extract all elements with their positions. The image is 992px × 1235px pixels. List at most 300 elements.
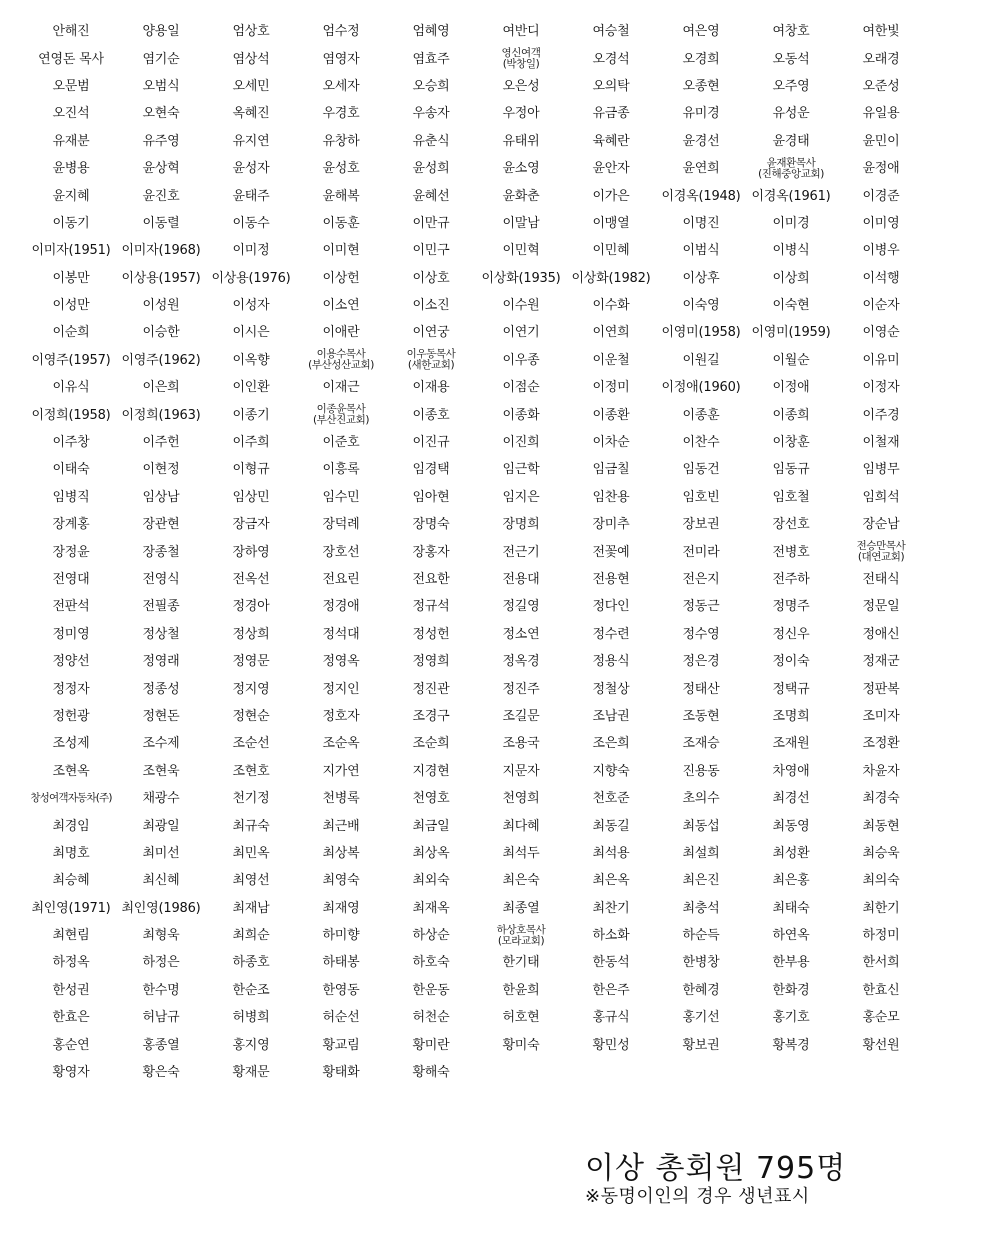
member-name: 정이숙 bbox=[772, 654, 810, 670]
member-name: 진용동 bbox=[682, 763, 720, 779]
name-row bbox=[26, 319, 926, 346]
member-name: 엄혜영 bbox=[412, 24, 450, 40]
member-name: 조용국 bbox=[502, 736, 540, 752]
member-name: 오진석 bbox=[52, 106, 90, 122]
member-name: 전주하 bbox=[772, 572, 810, 587]
member-name: 정판복 bbox=[862, 681, 900, 697]
member-name: 최은홍 bbox=[772, 873, 810, 889]
member-name: 이우종 bbox=[502, 352, 540, 368]
member-name: 황태화 bbox=[322, 1065, 360, 1081]
member-name: 황영자 bbox=[52, 1065, 90, 1081]
member-name: 최재영 bbox=[322, 900, 360, 916]
name-row bbox=[26, 977, 926, 1004]
member-name: 최영선 bbox=[232, 873, 270, 889]
member-name: 전요한 bbox=[412, 572, 450, 587]
member-name: 이성만 bbox=[52, 298, 90, 314]
member-name: 우정아 bbox=[502, 106, 540, 122]
member-name: 이정미 bbox=[592, 380, 630, 396]
member-name: 이점순 bbox=[502, 380, 540, 396]
member-name: 옥혜진 bbox=[232, 106, 270, 122]
name-row bbox=[26, 758, 926, 785]
member-name: 여은영 bbox=[682, 24, 720, 40]
member-name: 최종열 bbox=[502, 900, 540, 916]
member-name: 유태위 bbox=[502, 133, 540, 149]
member-name: 정명주 bbox=[772, 599, 810, 615]
member-name: 이재용 bbox=[412, 380, 450, 396]
member-name: 최금일 bbox=[412, 818, 450, 834]
member-name: 허남규 bbox=[142, 1010, 180, 1026]
name-row bbox=[26, 538, 926, 565]
member-name: 조재승 bbox=[682, 736, 720, 752]
member-name: 이진규 bbox=[412, 435, 450, 451]
member-name: 이동훈 bbox=[322, 215, 360, 231]
member-name: 정용식 bbox=[592, 654, 630, 670]
name-row bbox=[26, 347, 926, 374]
member-name: 이정자 bbox=[862, 380, 900, 396]
member-name: 한운동 bbox=[412, 982, 450, 998]
member-name: 유춘식 bbox=[412, 133, 450, 149]
member-name: 천병록 bbox=[322, 791, 360, 807]
member-name: 최재옥 bbox=[412, 900, 450, 916]
member-name: 지향숙 bbox=[592, 763, 630, 779]
member-name: 오주영 bbox=[772, 78, 810, 94]
member-name: 최은옥 bbox=[592, 873, 630, 889]
member-name: 오범식 bbox=[142, 78, 180, 94]
member-name: 장하영 bbox=[232, 544, 270, 560]
member-name: 염기순 bbox=[142, 51, 180, 67]
member-name: 임지은 bbox=[502, 489, 540, 505]
member-name: 홍순연 bbox=[52, 1037, 90, 1053]
member-name: 한화경 bbox=[772, 982, 810, 998]
member-name: 홍기호 bbox=[772, 1010, 810, 1026]
member-name: 이태숙 bbox=[52, 462, 90, 478]
member-name: 한서희 bbox=[862, 955, 900, 971]
member-name: 최성환 bbox=[772, 845, 810, 861]
member-name: 전요린 bbox=[322, 572, 360, 587]
member-name: 최한기 bbox=[862, 900, 900, 916]
member-name: 연영돈 목사 bbox=[38, 51, 104, 67]
member-name: 임아현 bbox=[412, 489, 450, 505]
member-name: 천기정 bbox=[232, 791, 270, 807]
name-row bbox=[26, 292, 926, 319]
member-name: 윤성자 bbox=[232, 161, 270, 177]
member-name: 지문자 bbox=[502, 763, 540, 779]
member-name: 임상민 bbox=[232, 489, 270, 505]
member-name: 장홍자 bbox=[412, 544, 450, 560]
member-name: 전근기 bbox=[502, 544, 540, 560]
member-name: 이경준 bbox=[862, 188, 900, 204]
member-name: 최광일 bbox=[142, 818, 180, 834]
member-name: 이가은 bbox=[592, 188, 630, 204]
member-name: 정동근 bbox=[682, 599, 720, 615]
member-name: 한부용 bbox=[772, 955, 810, 971]
member-name: 최상옥 bbox=[412, 845, 450, 861]
member-name: 이상용(1957) bbox=[121, 270, 201, 286]
member-name: 이종훈 bbox=[682, 407, 720, 423]
member-name: 이연희 bbox=[592, 325, 630, 341]
member-name: 임동규 bbox=[772, 462, 810, 478]
name-row bbox=[26, 867, 926, 894]
member-name: 한기태 bbox=[502, 955, 540, 971]
name-row bbox=[26, 648, 926, 675]
name-row bbox=[26, 155, 926, 182]
member-name: 조순희 bbox=[412, 736, 450, 752]
member-name: 조은희 bbox=[592, 736, 630, 752]
member-name: 한효신 bbox=[862, 982, 900, 998]
member-name: 조명희 bbox=[772, 708, 810, 724]
member-name: 채광수 bbox=[142, 791, 180, 807]
member-name: 최상복 bbox=[322, 845, 360, 861]
member-name: 이민혜 bbox=[592, 243, 630, 259]
member-name: 최승욱 bbox=[862, 845, 900, 861]
member-name: 황해숙 bbox=[412, 1065, 450, 1081]
member-name: 정상희 bbox=[232, 626, 270, 642]
name-row bbox=[26, 484, 926, 511]
member-name: 정성헌 bbox=[412, 626, 450, 642]
member-name: 최동영 bbox=[772, 818, 810, 834]
member-name: 한수명 bbox=[142, 982, 180, 998]
member-name: 최의숙 bbox=[862, 873, 900, 889]
member-name: 정진관 bbox=[412, 681, 450, 697]
member-name: 오종현 bbox=[682, 78, 720, 94]
member-name: 천호준 bbox=[592, 791, 630, 807]
member-name: 최외숙 bbox=[412, 873, 450, 889]
member-name: 전필종 bbox=[142, 599, 180, 615]
member-name: 최인영(1971) bbox=[31, 900, 111, 916]
member-name: 허호현 bbox=[502, 1010, 540, 1026]
member-name: 정호자 bbox=[322, 708, 360, 724]
member-name: 하미향 bbox=[322, 928, 360, 944]
member-name: 전판석 bbox=[52, 599, 90, 615]
member-name: 이영미(1958) bbox=[661, 325, 741, 341]
member-name: 전태식 bbox=[862, 572, 900, 587]
member-name: 양용일 bbox=[142, 24, 180, 40]
member-name: 이성원 bbox=[142, 298, 180, 314]
member-name: 이만규 bbox=[412, 215, 450, 231]
member-name: 정영래 bbox=[142, 654, 180, 670]
member-name: 유창하 bbox=[322, 133, 360, 149]
member-name: 이승한 bbox=[142, 325, 180, 341]
member-name: 한윤희 bbox=[502, 982, 540, 998]
member-name: 임경택 bbox=[412, 462, 450, 478]
member-name: 여반디 bbox=[502, 24, 540, 40]
name-row bbox=[26, 401, 926, 428]
member-name: 이미자(1968) bbox=[121, 243, 201, 259]
member-name: 최인영(1986) bbox=[121, 900, 201, 916]
member-name: 이상화(1982) bbox=[571, 270, 651, 286]
member-name: 정지영 bbox=[232, 681, 270, 697]
member-name: 윤상혁 bbox=[142, 161, 180, 177]
member-name: 이우동목사 (새한교회) bbox=[406, 348, 456, 372]
name-row bbox=[26, 895, 926, 922]
member-name: 허천순 bbox=[412, 1010, 450, 1026]
member-name: 이주창 bbox=[52, 435, 90, 451]
member-name: 정문일 bbox=[862, 599, 900, 615]
member-name: 이연기 bbox=[502, 325, 540, 341]
name-row bbox=[26, 812, 926, 839]
member-name: 전용대 bbox=[502, 572, 540, 587]
member-name: 윤성희 bbox=[412, 161, 450, 177]
member-name: 장계홍 bbox=[52, 517, 90, 533]
member-name: 이형규 bbox=[232, 462, 270, 478]
member-name: 이재근 bbox=[322, 380, 360, 396]
member-name: 오문범 bbox=[52, 78, 90, 94]
member-name: 이상희 bbox=[772, 270, 810, 286]
name-row bbox=[26, 675, 926, 702]
member-name: 윤경태 bbox=[772, 133, 810, 149]
member-name: 최희순 bbox=[232, 928, 270, 944]
member-name: 홍종열 bbox=[142, 1037, 180, 1053]
member-name: 이영주(1962) bbox=[121, 352, 201, 368]
member-name: 천영호 bbox=[412, 791, 450, 807]
member-name: 임금칠 bbox=[592, 462, 630, 478]
member-name: 정현돈 bbox=[142, 708, 180, 724]
name-row bbox=[26, 265, 926, 292]
member-name: 황은숙 bbox=[142, 1065, 180, 1081]
member-name: 조순선 bbox=[232, 736, 270, 752]
member-name: 정택규 bbox=[772, 681, 810, 697]
member-name: 이차순 bbox=[592, 435, 630, 451]
member-name: 허순선 bbox=[322, 1010, 360, 1026]
member-name: 한혜경 bbox=[682, 982, 720, 998]
member-name: 최태숙 bbox=[772, 900, 810, 916]
name-row bbox=[26, 511, 926, 538]
member-name: 유미경 bbox=[682, 106, 720, 122]
member-name: 한성권 bbox=[52, 982, 90, 998]
name-row bbox=[26, 182, 926, 209]
member-name: 최동섭 bbox=[682, 818, 720, 834]
member-name: 장순남 bbox=[862, 517, 900, 533]
member-name: 이월순 bbox=[772, 352, 810, 368]
member-name: 최경숙 bbox=[862, 791, 900, 807]
member-name-grid bbox=[26, 18, 926, 1086]
member-name: 하상호목사 (모라교회) bbox=[496, 923, 546, 947]
member-name: 홍순모 bbox=[862, 1010, 900, 1026]
member-name: 유지연 bbox=[232, 133, 270, 149]
member-name: 임동건 bbox=[682, 462, 720, 478]
member-name: 우송자 bbox=[412, 106, 450, 122]
member-name: 조정환 bbox=[862, 736, 900, 752]
member-name: 정종성 bbox=[142, 681, 180, 697]
member-name: 이주헌 bbox=[142, 435, 180, 451]
member-name: 임병무 bbox=[862, 462, 900, 478]
member-name: 이미정 bbox=[232, 243, 270, 259]
member-name: 임호철 bbox=[772, 489, 810, 505]
member-name: 윤병용 bbox=[52, 161, 90, 177]
member-name: 최석용 bbox=[592, 845, 630, 861]
member-name: 정신우 bbox=[772, 626, 810, 642]
member-name: 전영식 bbox=[142, 572, 180, 587]
total-members-label: 이상 총회원 795명 bbox=[585, 1151, 847, 1186]
member-name: 정재군 bbox=[862, 654, 900, 670]
member-name: 이병식 bbox=[772, 243, 810, 259]
member-name: 허병희 bbox=[232, 1010, 270, 1026]
member-name: 한병창 bbox=[682, 955, 720, 971]
member-name: 이미경 bbox=[772, 215, 810, 231]
member-name: 정수련 bbox=[592, 626, 630, 642]
member-name: 하종호 bbox=[232, 955, 270, 971]
member-name: 최경임 bbox=[52, 818, 90, 834]
member-name: 유일용 bbox=[862, 106, 900, 122]
member-name: 이미자(1951) bbox=[31, 243, 111, 259]
member-name: 윤연희 bbox=[682, 161, 720, 177]
member-name: 이종희 bbox=[772, 407, 810, 423]
name-row bbox=[26, 128, 926, 155]
member-name: 정경아 bbox=[232, 599, 270, 615]
member-name: 임찬용 bbox=[592, 489, 630, 505]
name-row bbox=[26, 100, 926, 127]
member-name: 정현순 bbox=[232, 708, 270, 724]
member-name: 윤혜선 bbox=[412, 188, 450, 204]
member-name: 윤지혜 bbox=[52, 188, 90, 204]
member-name: 장종철 bbox=[142, 544, 180, 560]
member-name: 장명숙 bbox=[412, 517, 450, 533]
member-name: 유성운 bbox=[772, 106, 810, 122]
member-name: 정옥경 bbox=[502, 654, 540, 670]
member-name: 조길문 bbox=[502, 708, 540, 724]
member-name: 최근배 bbox=[322, 818, 360, 834]
member-name: 윤화춘 bbox=[502, 188, 540, 204]
member-name: 최규숙 bbox=[232, 818, 270, 834]
member-name: 이진희 bbox=[502, 435, 540, 451]
member-name: 전용현 bbox=[592, 572, 630, 587]
member-name: 정상철 bbox=[142, 626, 180, 642]
member-name: 염효주 bbox=[412, 51, 450, 67]
member-name: 장보권 bbox=[682, 517, 720, 533]
name-row bbox=[26, 374, 926, 401]
name-row bbox=[26, 210, 926, 237]
member-name: 조미자 bbox=[862, 708, 900, 724]
member-name: 윤소영 bbox=[502, 161, 540, 177]
name-row bbox=[26, 566, 926, 593]
member-name: 오승희 bbox=[412, 78, 450, 94]
member-name: 황미숙 bbox=[502, 1037, 540, 1053]
member-name: 이동수 bbox=[232, 215, 270, 231]
name-row bbox=[26, 1059, 926, 1086]
member-name: 염상석 bbox=[232, 51, 270, 67]
member-name: 오래경 bbox=[862, 51, 900, 67]
member-name: 오의탁 bbox=[592, 78, 630, 94]
name-row bbox=[26, 18, 926, 45]
member-name: 조순옥 bbox=[322, 736, 360, 752]
member-name: 최명호 bbox=[52, 845, 90, 861]
member-name: 하태봉 bbox=[322, 955, 360, 971]
member-name: 정정자 bbox=[52, 681, 90, 697]
member-name: 엄수정 bbox=[322, 24, 360, 40]
name-row bbox=[26, 593, 926, 620]
member-name: 이용수목사 (부산성산교회) bbox=[308, 348, 374, 372]
member-name: 임근학 bbox=[502, 462, 540, 478]
member-name: 홍지영 bbox=[232, 1037, 270, 1053]
member-name: 하호숙 bbox=[412, 955, 450, 971]
member-name: 이병우 bbox=[862, 243, 900, 259]
member-name: 조현옥 bbox=[52, 763, 90, 779]
member-name: 하정은 bbox=[142, 955, 180, 971]
member-name: 이유미 bbox=[862, 352, 900, 368]
member-name: 이정애(1960) bbox=[661, 380, 741, 396]
member-name: 한은주 bbox=[592, 982, 630, 998]
member-name: 최찬기 bbox=[592, 900, 630, 916]
member-name: 오은성 bbox=[502, 78, 540, 94]
member-name: 황선원 bbox=[862, 1037, 900, 1053]
member-name: 이창훈 bbox=[772, 435, 810, 451]
member-name: 최석두 bbox=[502, 845, 540, 861]
member-name: 전꽃예 bbox=[592, 544, 630, 560]
member-name: 여창호 bbox=[772, 24, 810, 40]
name-row bbox=[26, 429, 926, 456]
member-name: 이순희 bbox=[52, 325, 90, 341]
member-name: 한효은 bbox=[52, 1010, 90, 1026]
member-name: 정다인 bbox=[592, 599, 630, 615]
member-name: 하연옥 bbox=[772, 928, 810, 944]
member-name: 최충석 bbox=[682, 900, 720, 916]
member-name: 육혜란 bbox=[592, 133, 630, 149]
name-row bbox=[26, 703, 926, 730]
member-name: 이봉만 bbox=[52, 270, 90, 286]
member-name: 이종환 bbox=[592, 407, 630, 423]
name-row bbox=[26, 621, 926, 648]
member-name: 유금종 bbox=[592, 106, 630, 122]
member-name: 오현숙 bbox=[142, 106, 180, 122]
member-name: 유주영 bbox=[142, 133, 180, 149]
member-name: 정영문 bbox=[232, 654, 270, 670]
member-name: 조재원 bbox=[772, 736, 810, 752]
member-name: 이종윤목사 (부산진교회) bbox=[312, 403, 370, 427]
member-name: 영신여객 (박창일) bbox=[501, 47, 541, 71]
member-name: 정영희 bbox=[412, 654, 450, 670]
member-name: 이동렬 bbox=[142, 215, 180, 231]
member-name: 이수화 bbox=[592, 298, 630, 314]
member-name: 전은지 bbox=[682, 572, 720, 587]
member-name: 최영숙 bbox=[322, 873, 360, 889]
name-row bbox=[26, 1004, 926, 1031]
member-name: 이정애 bbox=[772, 380, 810, 396]
member-name: 장금자 bbox=[232, 517, 270, 533]
member-name: 최민옥 bbox=[232, 845, 270, 861]
member-name: 이수원 bbox=[502, 298, 540, 314]
member-name: 정길영 bbox=[502, 599, 540, 615]
name-row bbox=[26, 730, 926, 757]
member-name: 조현호 bbox=[232, 763, 270, 779]
member-name: 이정희(1958) bbox=[31, 407, 111, 423]
member-name: 장명희 bbox=[502, 517, 540, 533]
member-name: 최재남 bbox=[232, 900, 270, 916]
member-name: 이종기 bbox=[232, 407, 270, 423]
member-name: 이종호 bbox=[412, 407, 450, 423]
name-row bbox=[26, 949, 926, 976]
member-name: 조현욱 bbox=[142, 763, 180, 779]
member-name: 최설희 bbox=[682, 845, 720, 861]
member-name: 이성자 bbox=[232, 298, 270, 314]
member-name: 이상후 bbox=[682, 270, 720, 286]
member-name: 윤태주 bbox=[232, 188, 270, 204]
member-name: 정규석 bbox=[412, 599, 450, 615]
member-name: 조남권 bbox=[592, 708, 630, 724]
member-name: 장관현 bbox=[142, 517, 180, 533]
member-name: 장호선 bbox=[322, 544, 360, 560]
member-name: 이주희 bbox=[232, 435, 270, 451]
member-name: 이명진 bbox=[682, 215, 720, 231]
member-name: 초의수 bbox=[682, 791, 720, 807]
member-name: 윤정애 bbox=[862, 161, 900, 177]
member-name: 임수민 bbox=[322, 489, 360, 505]
member-name: 전병호 bbox=[772, 544, 810, 560]
member-name: 윤성호 bbox=[322, 161, 360, 177]
member-name: 오경석 bbox=[592, 51, 630, 67]
member-name: 이소진 bbox=[412, 298, 450, 314]
member-name: 오세민 bbox=[232, 78, 270, 94]
member-name: 임병직 bbox=[52, 489, 90, 505]
